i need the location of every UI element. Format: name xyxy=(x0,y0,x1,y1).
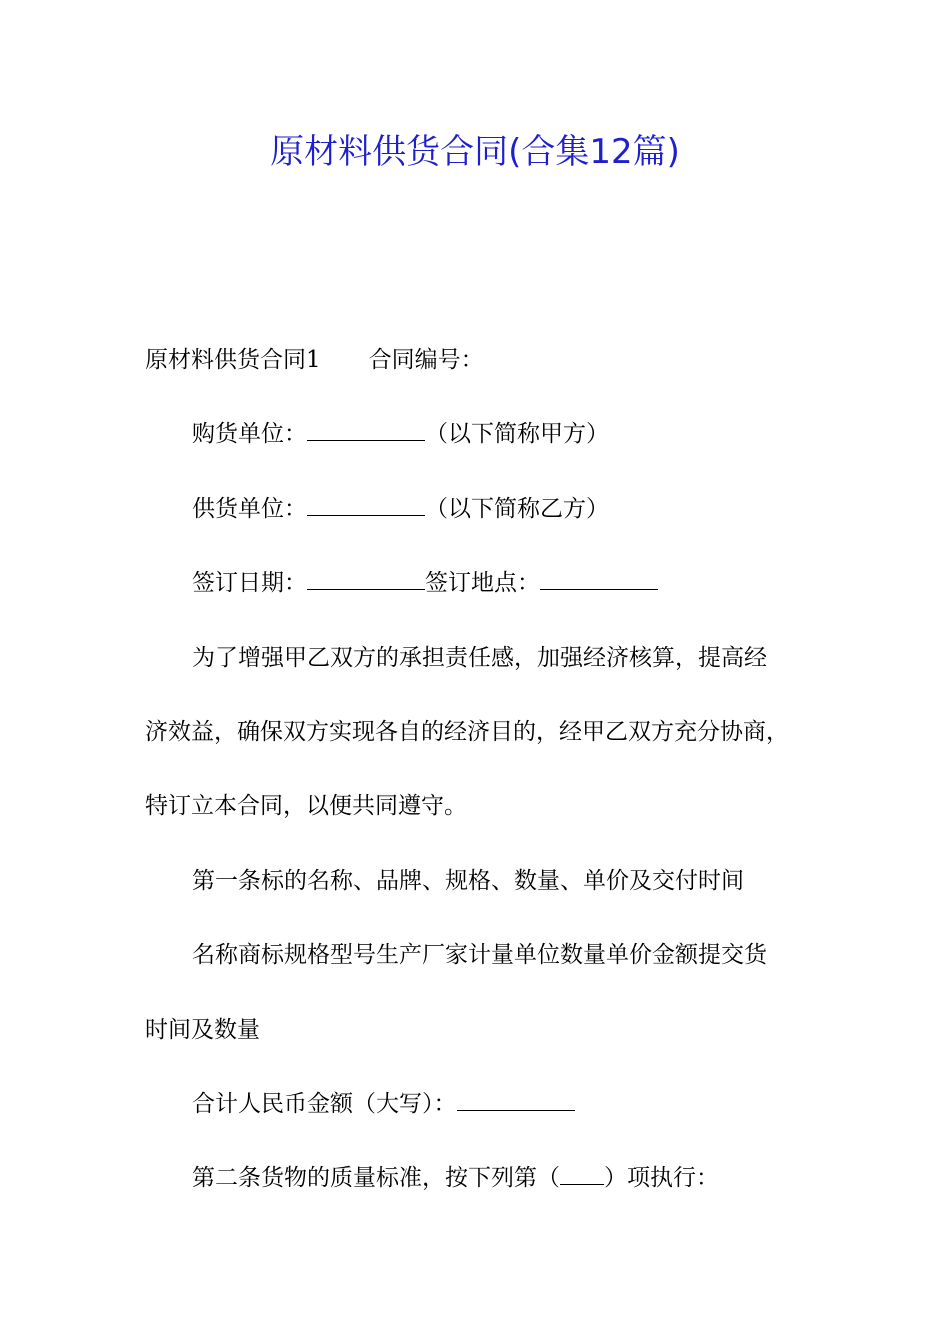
seller-line xyxy=(192,493,609,525)
total-amount-blank[interactable] xyxy=(457,1088,575,1111)
contract-number-label: 合同编号： xyxy=(368,347,484,373)
paragraph-line: 为了增强甲乙双方的承担责任感，加强经济核算，提高经 xyxy=(192,645,767,671)
sign-place-blank[interactable] xyxy=(540,567,658,590)
buyer-note: （以下简称甲方） xyxy=(425,421,609,447)
article-1-title: 第一条标的名称、品牌、规格、数量、单价及交付时间 xyxy=(192,868,744,894)
paragraph-line: 济效益，确保双方实现各自的经济目的，经甲乙双方充分协商， xyxy=(145,719,789,745)
total-amount-label: 合计人民币金额（大写）： xyxy=(192,1091,457,1117)
article-2-prefix: 第二条货物的质量标准，按下列第（ xyxy=(192,1165,560,1191)
buyer-label: 购货单位： xyxy=(192,421,307,447)
seller-blank[interactable] xyxy=(307,493,425,516)
article-2-suffix: ）项执行： xyxy=(604,1165,719,1191)
buyer-blank[interactable] xyxy=(307,418,425,441)
contract-header-line xyxy=(145,344,484,376)
seller-label: 供货单位： xyxy=(192,496,307,522)
sign-line xyxy=(192,567,658,599)
buyer-line xyxy=(192,418,609,450)
seller-note: （以下简称乙方） xyxy=(425,496,609,522)
total-amount-line xyxy=(192,1088,575,1120)
sign-place-label: 签订地点： xyxy=(425,570,540,596)
paragraph-line: 特订立本合同，以便共同遵守。 xyxy=(145,793,467,819)
article-2-blank[interactable] xyxy=(560,1162,604,1185)
sign-date-label: 签订日期： xyxy=(192,570,307,596)
article-2-line xyxy=(192,1162,719,1194)
sign-date-blank[interactable] xyxy=(307,567,425,590)
table-header-line: 名称商标规格型号生产厂家计量单位数量单价金额提交货 xyxy=(192,942,767,968)
contract-name: 原材料供货合同1 xyxy=(145,347,321,373)
document-title: 原材料供货合同(合集12篇) xyxy=(270,132,680,172)
table-header-line: 时间及数量 xyxy=(145,1017,260,1043)
